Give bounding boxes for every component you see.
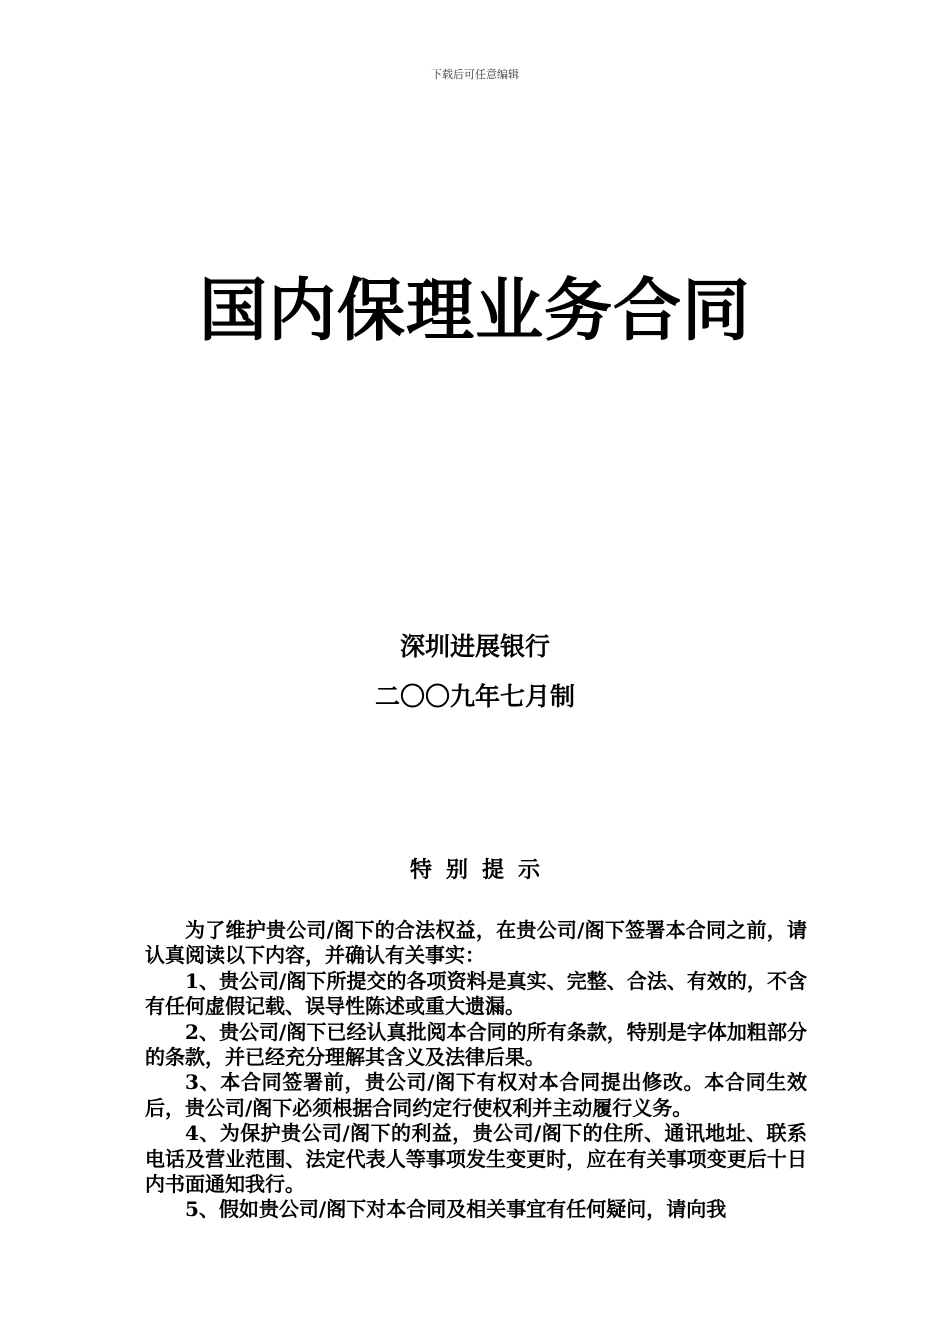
notice-paragraph-2: 2、贵公司/阁下已经认真批阅本合同的所有条款，特别是字体加粗部分的条款，并已经充分理解其含义及法律后果。 bbox=[145, 1019, 807, 1070]
issue-date: 二〇〇九年七月制 bbox=[374, 682, 575, 711]
notice-paragraph-4: 4、为保护贵公司/阁下的利益，贵公司/阁下的住所、通讯地址、联系电话及营业范围、法定代表人等事项发生变更时，应在有关事项变更后十日内书面通知我行。 bbox=[145, 1121, 807, 1197]
special-notice-body bbox=[145, 918, 807, 1223]
notice-paragraph-intro: 为了维护贵公司/阁下的合法权益，在贵公司/阁下签署本合同之前，请认真阅读以下内容，并确认有关事实： bbox=[145, 918, 807, 968]
header-note: 下载后可任意编辑 bbox=[431, 68, 519, 81]
notice-paragraph-5: 5、假如贵公司/阁下对本合同及相关事宜有任何疑问，请向我 bbox=[185, 1197, 727, 1222]
special-notice-heading: 特别提示 bbox=[409, 858, 554, 883]
document-title: 国内保理业务合同 bbox=[198, 272, 751, 351]
issuer-name: 深圳进展银行 bbox=[399, 632, 550, 661]
notice-paragraph-1: 1、贵公司/阁下所提交的各项资料是真实、完整、合法、有效的，不含有任何虚假记载、误导性陈述或重大遗漏。 bbox=[145, 968, 807, 1019]
notice-paragraph-3: 3、本合同签署前，贵公司/阁下有权对本合同提出修改。本合同生效后，贵公司/阁下必须根据合同约定行使权利并主动履行义务。 bbox=[145, 1070, 807, 1120]
